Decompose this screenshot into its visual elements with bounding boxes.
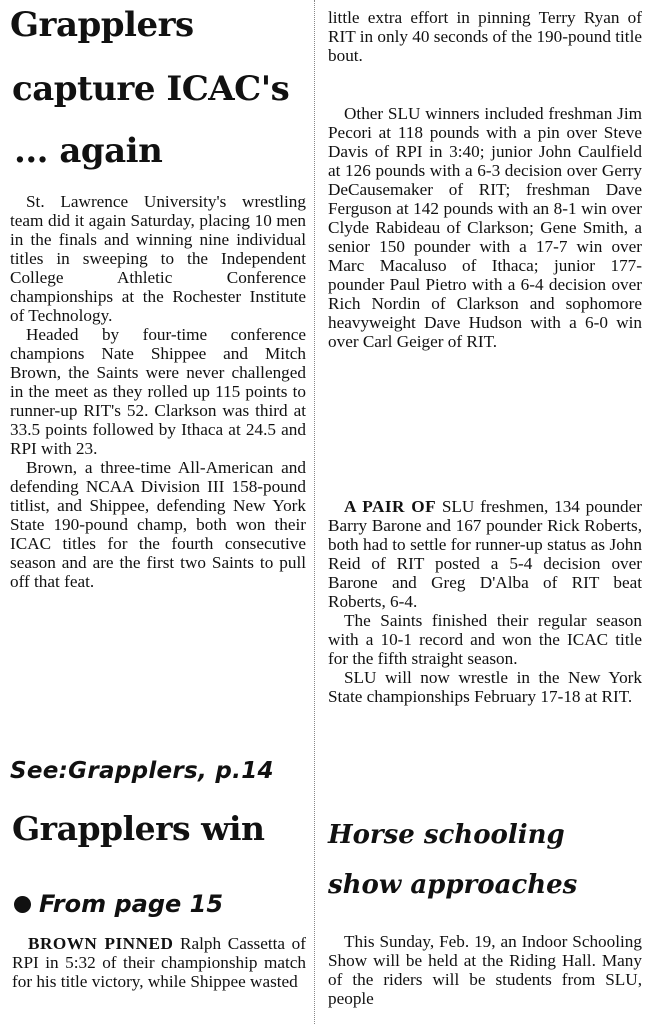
- headline-line-1: Grapplers: [10, 5, 194, 45]
- headline-3-line2-wrap: [328, 872, 577, 898]
- article-2-winners: [328, 104, 642, 351]
- article-2-pair: [328, 497, 642, 706]
- from-page-line: [14, 890, 223, 918]
- from-page-text: From page 15: [39, 890, 224, 918]
- jump-text: See:Grapplers, p.14: [10, 758, 274, 784]
- headline-1: [10, 5, 194, 45]
- article-2-continued: [328, 8, 642, 65]
- article-3-paragraph: This Sunday, Feb. 19, an Indoor Schooling Show will be held at the Riding Hall. Many of the riders will be students from SLU, people: [328, 932, 642, 1008]
- headline-3: [328, 822, 565, 848]
- closing-paragraph: The Saints finished their regular season with a 10-1 record and won the ICAC title for the fifth straight season.: [328, 611, 642, 668]
- column-rule: [314, 0, 316, 1024]
- headline-1-line3-wrap: [14, 131, 163, 171]
- headline-3-line-2: show approaches: [328, 870, 578, 900]
- headline-line-3: ... again: [14, 131, 163, 171]
- article-2-lead: [12, 934, 306, 991]
- bullet-icon: [14, 896, 31, 913]
- lead-caps: BROWN PINNED: [28, 934, 174, 953]
- headline-line-2: capture ICAC's: [12, 69, 290, 109]
- article-1-paragraph: St. Lawrence University's wrestling team did it again Saturday, placing 10 men in the finals and winning nine individual titles in sweeping to the Independent College Athletic Conference championships at the Rochester Institute of Technology.: [10, 192, 306, 325]
- pair-text: SLU freshmen, 134 pounder Barry Barone and 167 pounder Rick Roberts, both had to settle for runner-up status as John Reid of RIT posted a 5-4 decision over Barone and Greg D'Alba of RIT beat Roberts, 6-4.: [328, 497, 642, 611]
- jump-line: [10, 758, 274, 784]
- headline-2: [12, 809, 265, 848]
- article-1-paragraph: Headed by four-time conference champions Nate Shippee and Mitch Brown, the Saints were never challenged in the meet as they rolled up 115 points to runner-up RIT's 52. Clarkson was third at 33.5 points followed by Ithaca at 24.5 and RPI with 23.: [10, 325, 306, 458]
- pair-caps: A PAIR OF: [344, 497, 437, 516]
- winners-paragraph: Other SLU winners included freshman Jim Pecori at 118 pounds with a pin over Steve Davis of RPI in 3:40; junior John Caulfield at 126 pounds with a 6-3 decision over Gerry DeCausemaker of RIT; freshman Dave Ferguson at 142 pounds with an 8-1 win over Clyde Rabideau of Clarkson; Gene Smith, a senior 150 pounder with a 17-7 win over Marc Macaluso of Ithaca; junior 177-pounder Paul Pietro with a 6-4 decision over Rich Nordin of Clarkson and sophomore heavyweight Dave Hudson with a 6-0 win over Carl Geiger of RIT.: [328, 104, 642, 351]
- headline-3-line-1: Horse schooling: [328, 820, 565, 850]
- headline-2-text: Grapplers win: [12, 809, 265, 848]
- lead-text: Ralph Cassetta of RPI in 5:32 of their championship match for his title victory, while Shippee wasted: [12, 934, 306, 991]
- continued-paragraph: little extra effort in pinning Terry Ryan of RIT in only 40 seconds of the 190-pound title bout.: [328, 8, 642, 65]
- article-3-body: [328, 932, 642, 1008]
- headline-1-line2-wrap: [12, 69, 290, 109]
- closing-paragraph: SLU will now wrestle in the New York State championships February 17-18 at RIT.: [328, 668, 642, 706]
- article-1-body: [10, 192, 306, 591]
- article-1-paragraph: Brown, a three-time All-American and defending NCAA Division III 158-pound titlist, and Shippee, defending New York State 190-pound champ, both won their ICAC titles for the fourth consecutive season and are the first two Saints to pull off that feat.: [10, 458, 306, 591]
